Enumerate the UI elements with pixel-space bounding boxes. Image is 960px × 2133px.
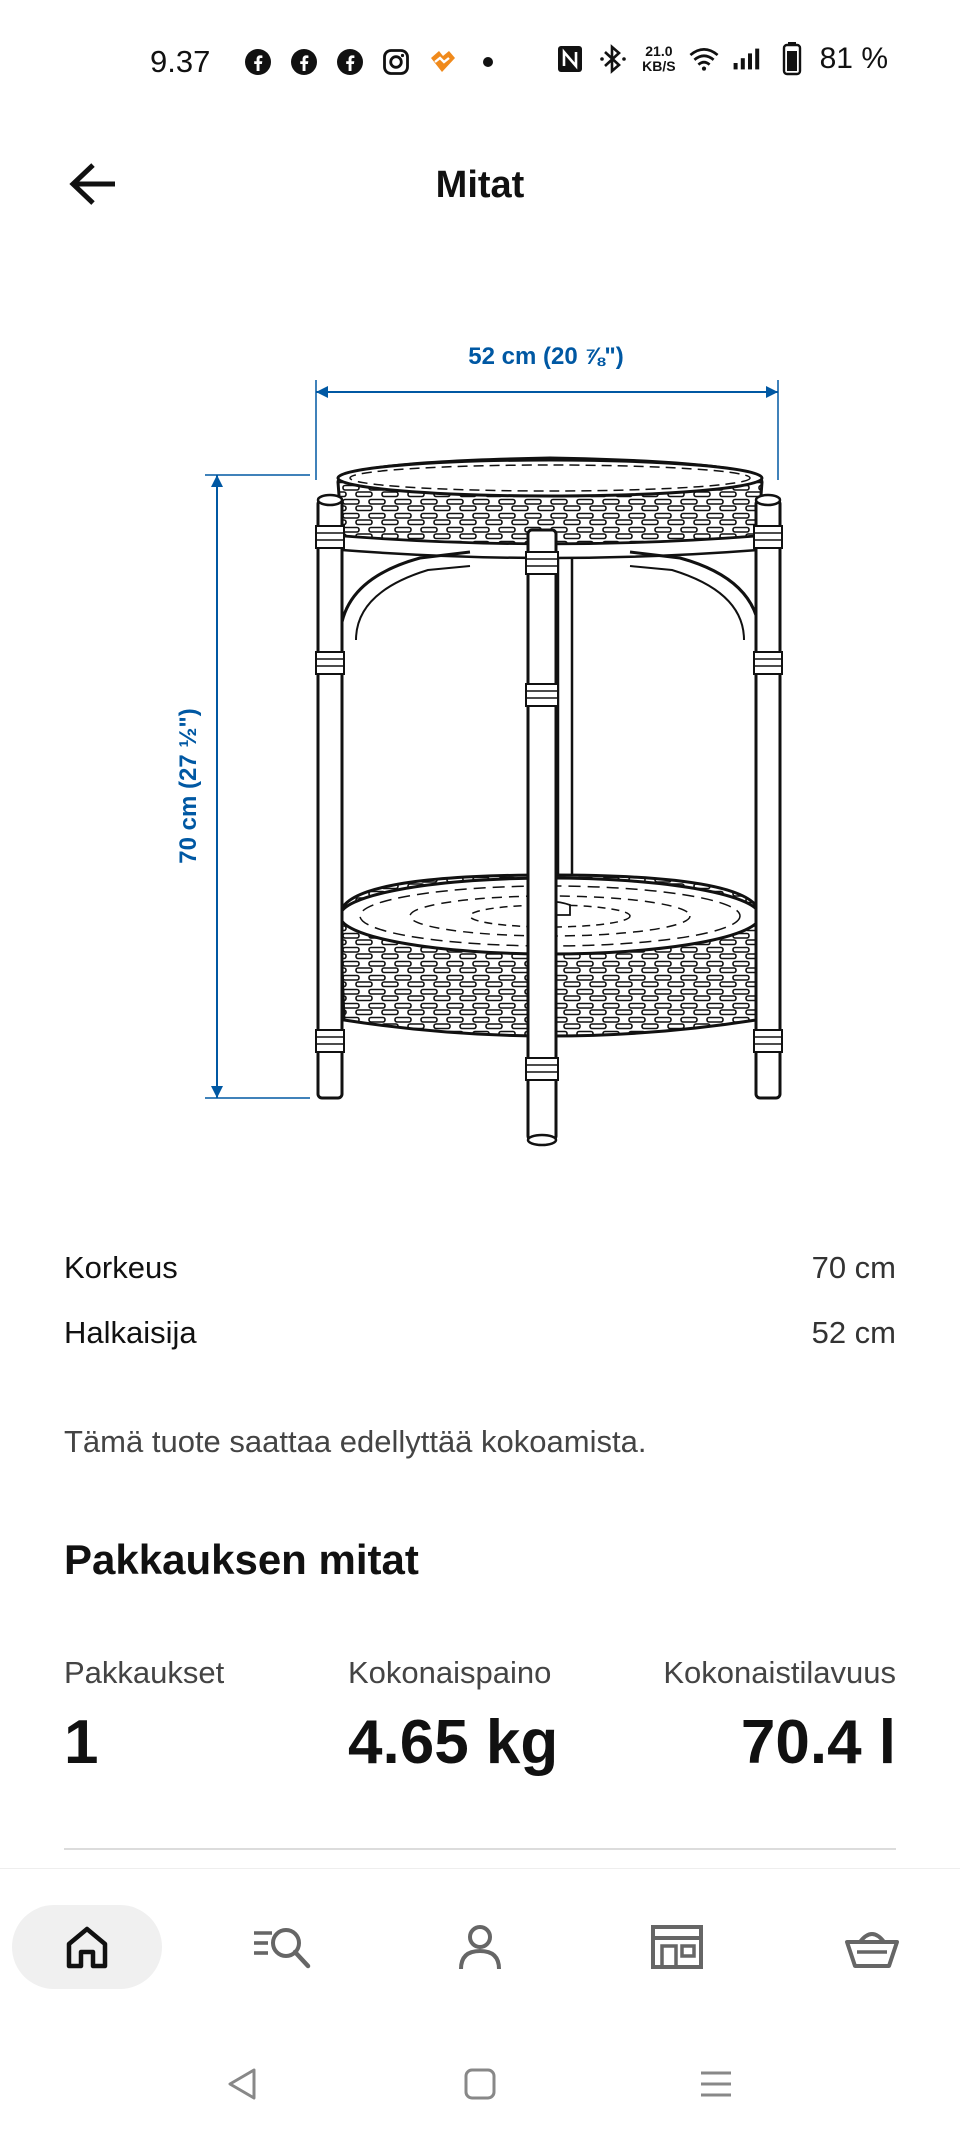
page-header [0,130,960,240]
network-speed: 21.0 KB/S [642,43,676,74]
stat-value: 4.65 kg [348,1708,559,1777]
product-dimensions-list [64,1235,896,1365]
facebook-icon [288,46,320,78]
package-weight-stat [348,1655,558,1778]
nav-search[interactable] [222,1905,342,1989]
status-time: 9.37 [150,44,211,79]
system-back-button[interactable] [218,2060,266,2108]
package-count-stat [64,1655,224,1778]
bottom-navigation [0,1868,960,2014]
dimension-value: 70 cm [811,1249,896,1285]
nav-profile[interactable] [420,1905,540,1989]
nfc-icon [554,43,586,75]
instagram-icon [380,46,412,78]
stat-label: Kokonaistilavuus [663,1655,896,1690]
stat-label: Kokonaispaino [348,1655,552,1690]
wifi-icon [688,43,720,75]
stat-label: Pakkaukset [64,1655,225,1690]
status-bar [0,0,960,120]
back-triangle-icon [224,2066,260,2102]
system-home-button[interactable] [456,2060,504,2108]
home-square-icon [462,2066,498,2102]
notification-icons [242,46,504,78]
stat-value: 70.4 l [740,1708,896,1777]
package-dimensions-title: Pakkauksen mitat [64,1536,419,1583]
height-dimension-label: 70 cm (27 ½") [175,708,202,864]
basket-icon [844,1924,900,1970]
dimension-label: Halkaisija [64,1314,197,1350]
dimension-row-diameter [64,1300,896,1365]
product-dimension-drawing [160,330,800,1160]
dimension-row-height [64,1235,896,1300]
section-divider [64,1848,896,1850]
battery-icon [776,43,808,75]
signal-icon [732,43,764,75]
package-volume-stat [663,1655,896,1778]
facebook-icon [242,46,274,78]
nav-home[interactable] [12,1905,162,1989]
width-dimension-label: 52 cm (20 ⅞") [468,343,624,370]
assembly-note: Tämä tuote saattaa edellyttää kokoamista. [64,1424,647,1459]
facebook-icon [334,46,366,78]
battery-percentage: 81 % [819,42,888,75]
recents-menu-icon [698,2066,734,2102]
nav-basket[interactable] [812,1905,932,1989]
dimension-label: Korkeus [64,1249,178,1285]
system-navigation-bar [0,2014,960,2133]
dimension-value: 52 cm [811,1314,896,1350]
app-heart-icon [426,46,458,78]
package-stats [64,1655,896,1795]
profile-icon [456,1923,504,1971]
search-list-icon [252,1924,312,1970]
system-recents-button[interactable] [692,2060,740,2108]
bluetooth-icon [598,43,630,75]
dot-icon [472,46,504,78]
stat-value: 1 [64,1708,99,1777]
page-title: Mitat [435,164,525,206]
nav-store[interactable] [617,1905,737,1989]
system-status-icons [554,42,888,76]
home-icon [63,1924,111,1970]
store-icon [650,1924,704,1970]
